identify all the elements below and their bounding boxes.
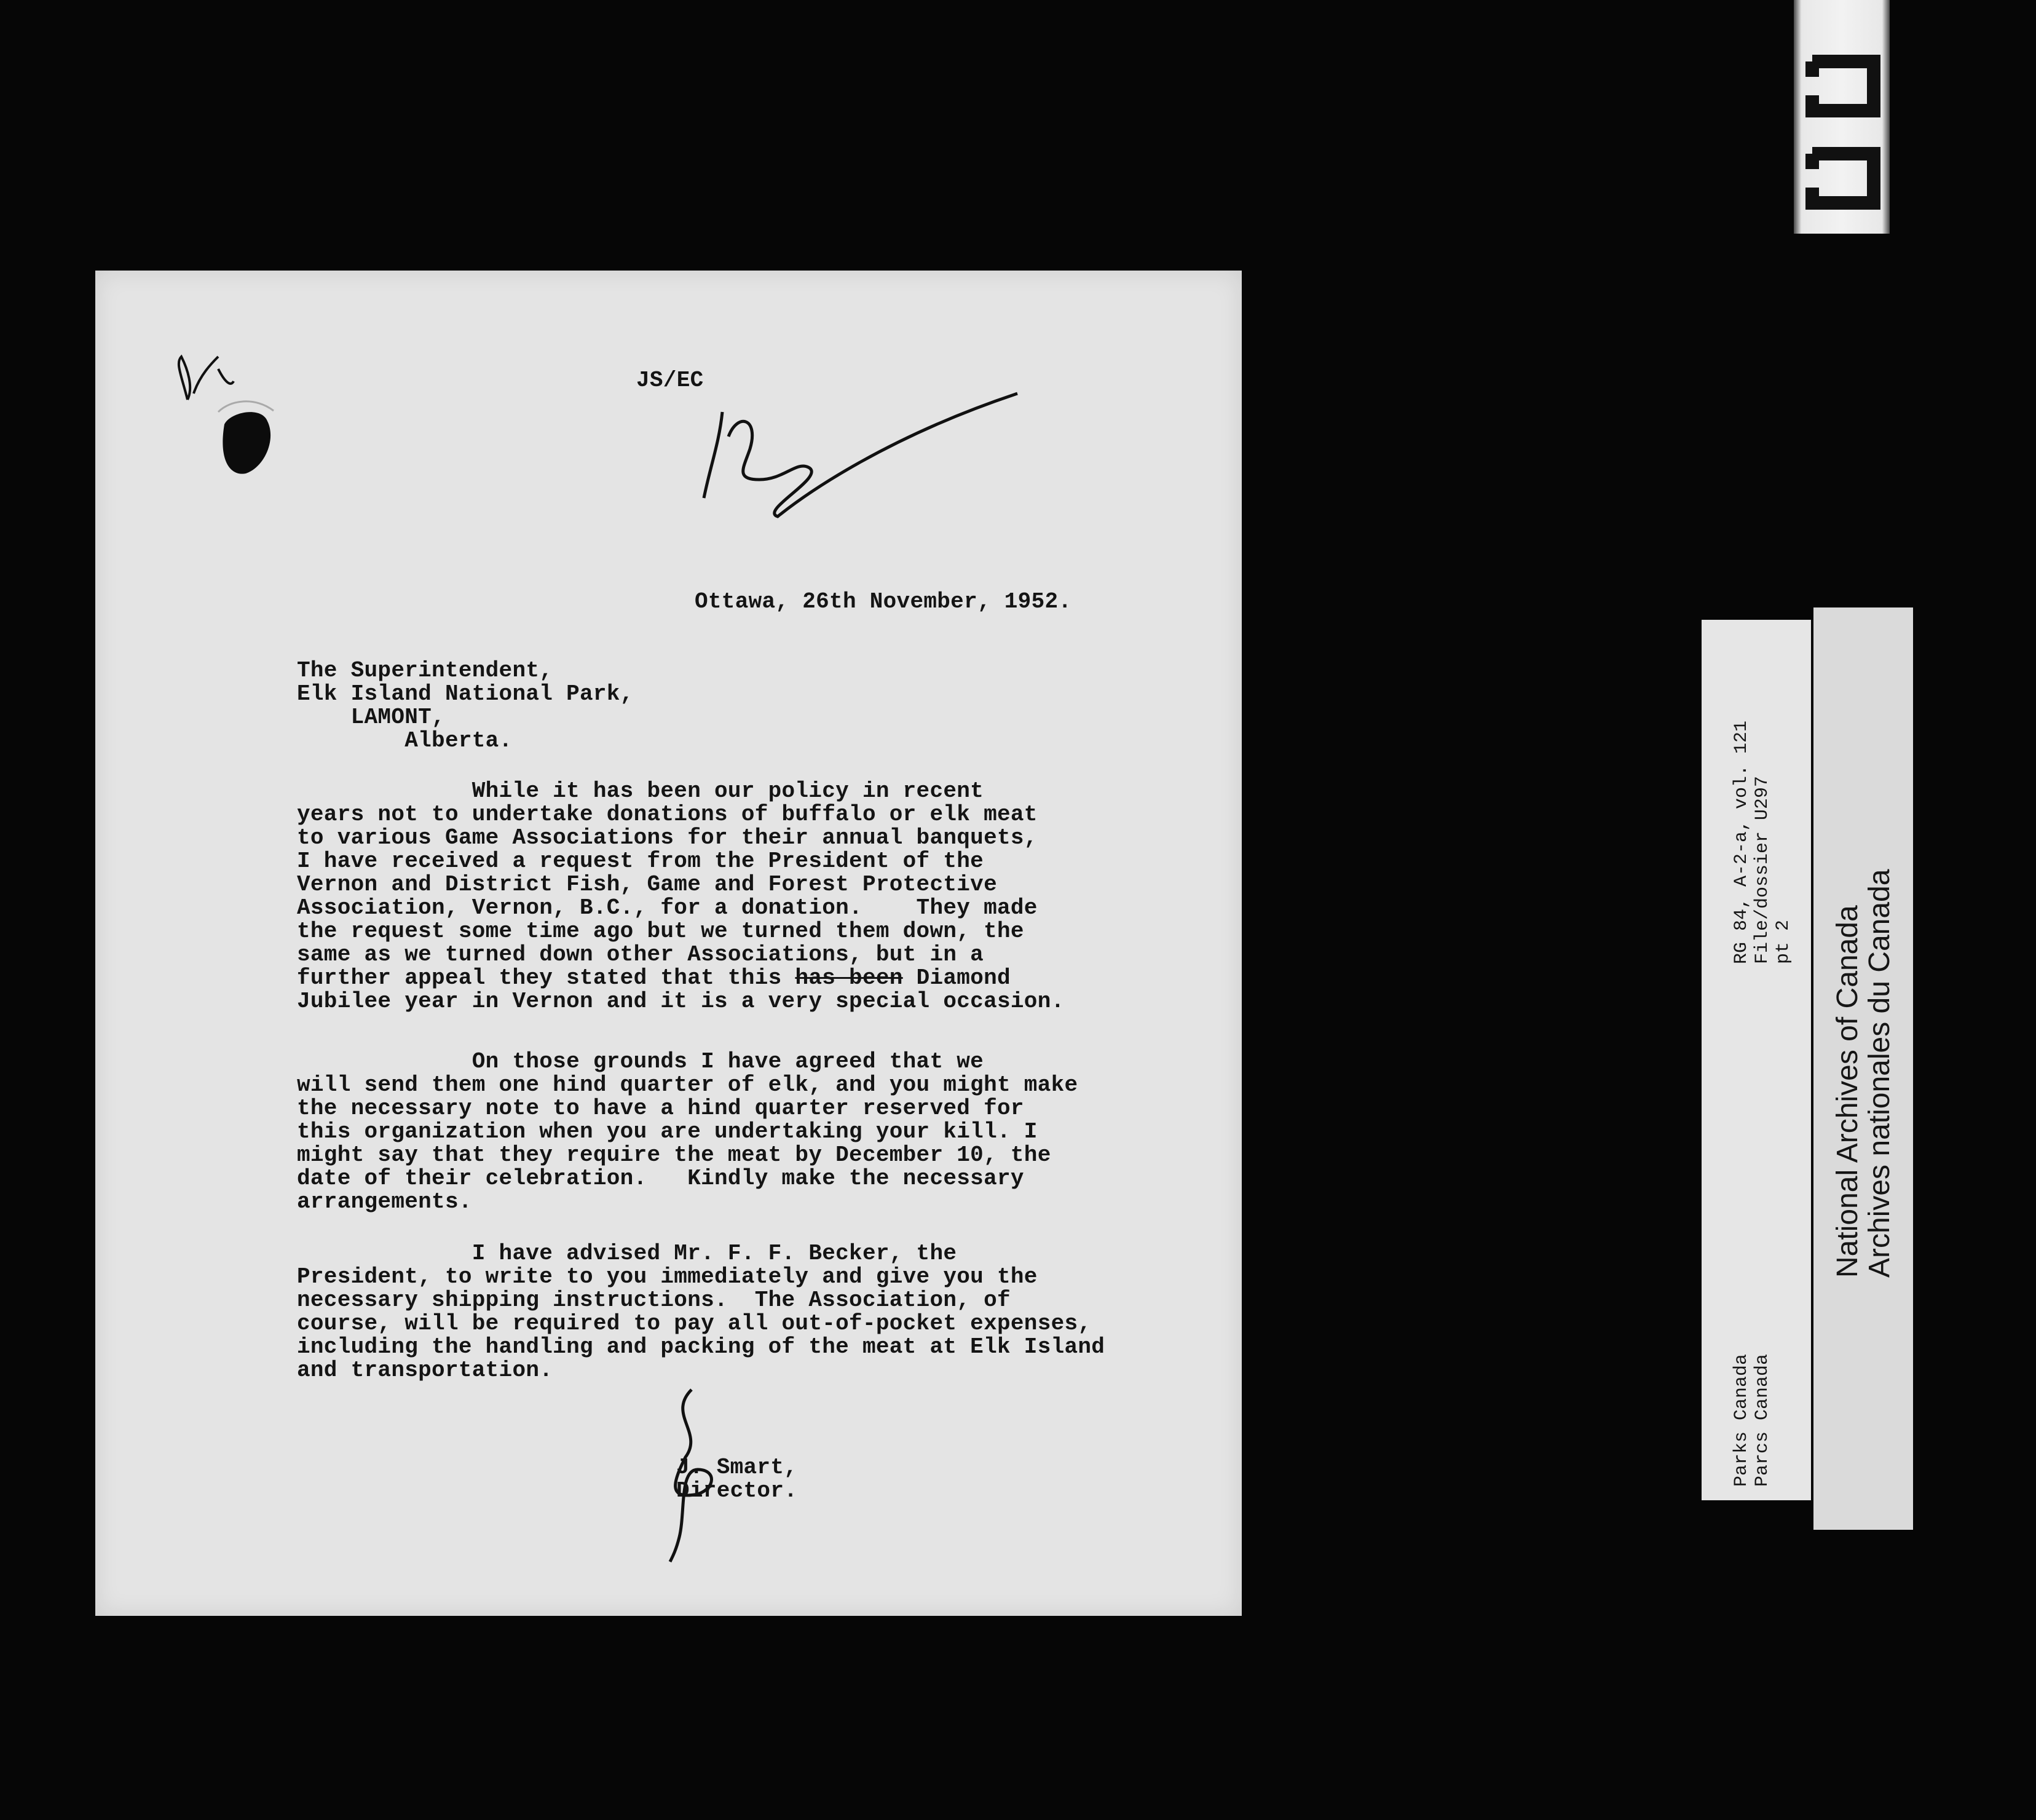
signatory-title: Director. (676, 1478, 798, 1503)
text-fragment: Diamond (902, 965, 1011, 991)
agency-en: Parks Canada (1731, 1353, 1752, 1487)
address-line: The Superintendent, (297, 658, 553, 683)
handwritten-mark (685, 387, 1030, 621)
text-line: necessary shipping instructions. The Association, of (297, 1288, 1011, 1313)
text-line: Jubilee year in Vernon and it is a very special occasion. (297, 989, 1065, 1014)
paragraph-2 (297, 1050, 1078, 1214)
address-line: LAMONT, (297, 705, 445, 730)
letter-date: Ottawa, 26th November, 1952. (695, 589, 1072, 614)
text-line: While it has been our policy in recent (297, 778, 984, 804)
text-line: course, will be required to pay all out-of-pocket expenses, (297, 1311, 1092, 1336)
text-line: the necessary note to have a hind quarter reserved for (297, 1096, 1024, 1121)
file-number: File/dossier U297 (1752, 775, 1773, 964)
text-line-with-correction (297, 967, 1065, 990)
text-line: date of their celebration. Kindly make the necessary (297, 1166, 1024, 1191)
letter-page (95, 271, 1242, 1616)
text-line: the request some time ago but we turned them down, the (297, 919, 1024, 944)
text-line: including the handling and packing of the meat at Elk Island (297, 1334, 1105, 1359)
institution-en: National Archives of Canada (1831, 905, 1864, 1278)
text-line: to various Game Associations for their annual banquets, (297, 825, 1038, 850)
address-line: Elk Island National Park, (297, 681, 634, 706)
text-line: I have received a request from the President of the (297, 849, 984, 874)
text-line: arrangements. (297, 1189, 472, 1214)
struck-text: has been (795, 965, 903, 991)
institution-label (1813, 607, 1913, 1530)
agency-fr: Parcs Canada (1752, 1353, 1773, 1487)
text-line: this organization when you are undertaking your kill. I (297, 1119, 1038, 1144)
text-line: years not to undertake donations of buffalo or elk meat (297, 802, 1038, 827)
text-line: On those grounds I have agreed that we (297, 1049, 984, 1074)
address-line: Alberta. (297, 728, 513, 753)
film-roll-marker (1794, 0, 1890, 234)
paragraph-3 (297, 1242, 1105, 1382)
roll-marker-glyphs (1794, 0, 1890, 234)
institution-fr: Archives nationales du Canada (1863, 869, 1896, 1278)
text-line: I have advised Mr. F. F. Becker, the (297, 1241, 957, 1266)
text-line: Vernon and District Fish, Game and Forest Protective (297, 872, 997, 897)
text-line: President, to write to you immediately and give you the (297, 1264, 1038, 1289)
paragraph-1 (297, 780, 1065, 1013)
recipient-address (297, 659, 634, 753)
text-line: and transportation. (297, 1358, 553, 1383)
text-line: Association, Vernon, B.C., for a donation. They made (297, 895, 1038, 920)
text-line: will send them one hind quarter of elk, and you might make (297, 1072, 1078, 1098)
signatory-name: J. Smart, (676, 1455, 798, 1480)
text-line: might say that they require the meat by December 10, the (297, 1142, 1051, 1168)
record-group: RG 84, A-2-a, vol. 121 (1731, 720, 1752, 964)
handwritten-initials (138, 338, 323, 523)
file-part: pt 2 (1773, 919, 1794, 964)
text-fragment: further appeal they stated that this (297, 965, 795, 991)
reference-initials: JS/EC (636, 368, 704, 393)
text-line: same as we turned down other Associations, but in a (297, 942, 984, 967)
archive-reference-label (1702, 620, 1811, 1500)
